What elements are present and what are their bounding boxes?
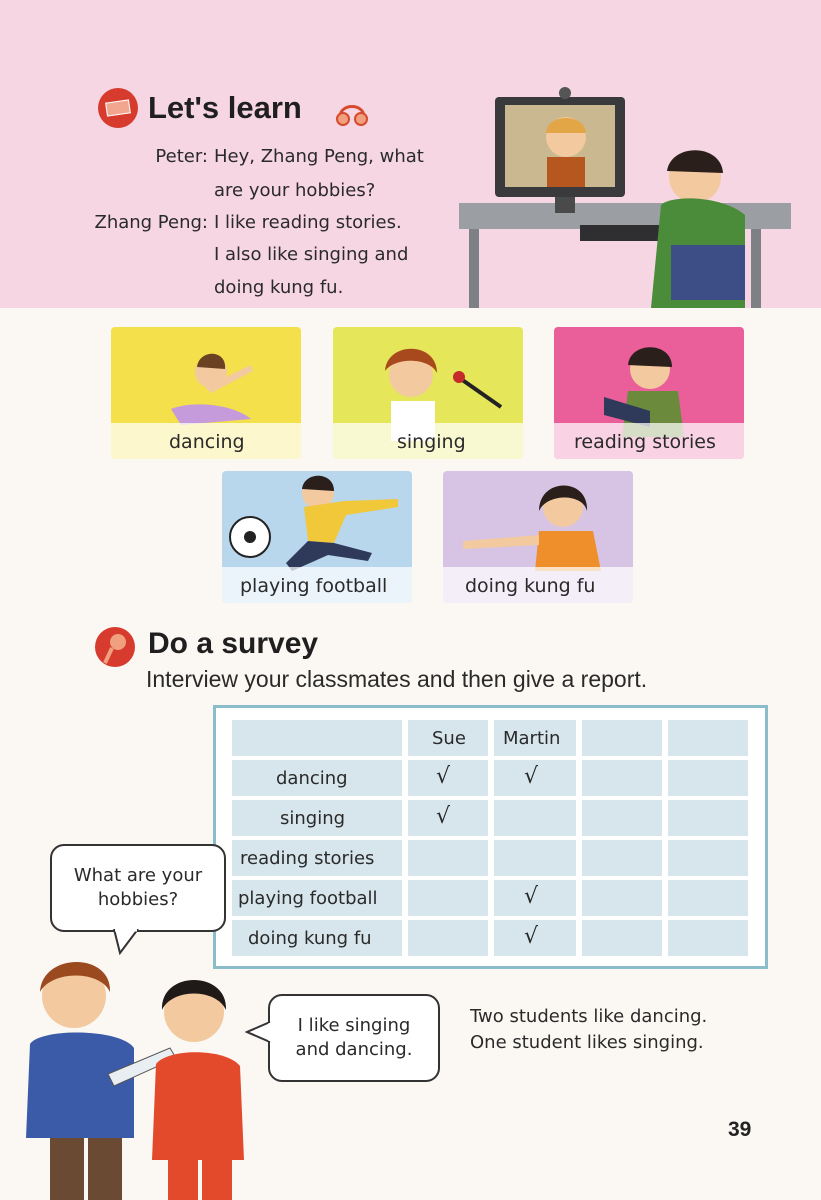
hobby-label: dancing xyxy=(169,431,245,453)
table-cell[interactable] xyxy=(494,800,576,836)
hobby-label: doing kung fu xyxy=(465,575,596,597)
table-row-label xyxy=(232,800,402,836)
bubble-line: I like singing xyxy=(297,1015,411,1036)
hobby-label: playing football xyxy=(240,575,388,597)
hobby-card-singing xyxy=(333,327,523,459)
lets-learn-title: Let's learn xyxy=(148,90,302,125)
table-header-cell[interactable] xyxy=(668,720,748,756)
survey-instruction: Interview your classmates and then give a report. xyxy=(146,666,648,692)
row-label: reading stories xyxy=(240,848,375,869)
words-card-icon xyxy=(98,88,138,128)
headphones-icon[interactable] xyxy=(334,95,370,129)
speaker-peter: Peter: xyxy=(155,146,208,167)
report-line: Two students like dancing. xyxy=(470,1006,708,1027)
table-row-label xyxy=(232,840,402,876)
hobby-card-playing-football xyxy=(222,471,412,603)
table-cell[interactable] xyxy=(668,920,748,956)
table-cell[interactable] xyxy=(408,840,488,876)
survey-report xyxy=(470,1004,707,1056)
row-label: singing xyxy=(280,808,346,829)
hobby-card-reading-stories xyxy=(554,327,744,459)
hobby-label: reading stories xyxy=(574,431,716,453)
hobby-label: singing xyxy=(397,431,466,453)
table-cell[interactable] xyxy=(408,920,488,956)
row-label: doing kung fu xyxy=(248,928,372,949)
table-cell[interactable] xyxy=(582,800,662,836)
page-number: 39 xyxy=(728,1118,752,1141)
check-mark: √ xyxy=(524,884,539,909)
table-cell[interactable] xyxy=(494,920,576,956)
table-cell[interactable] xyxy=(408,760,488,796)
check-mark: √ xyxy=(436,804,451,829)
table-cell[interactable] xyxy=(408,800,488,836)
question-speech-bubble xyxy=(50,844,226,932)
answer-speech-bubble xyxy=(268,994,440,1082)
table-cell[interactable] xyxy=(408,880,488,916)
table-cell[interactable] xyxy=(668,840,748,876)
table-cell[interactable] xyxy=(582,920,662,956)
dialogue-line: doing kung fu. xyxy=(214,277,344,298)
survey-table xyxy=(213,705,768,969)
table-cell[interactable] xyxy=(494,880,576,916)
children-illustration xyxy=(20,948,260,1200)
video-call-illustration xyxy=(455,85,795,308)
speaker-zhang-peng: Zhang Peng: xyxy=(94,212,208,233)
bubble-line: What are your xyxy=(73,865,203,886)
bubble-line: and dancing. xyxy=(295,1039,413,1060)
table-cell[interactable] xyxy=(668,760,748,796)
table-row-label xyxy=(232,880,402,916)
dialogue-line: I also like singing and xyxy=(214,244,409,265)
hobby-card-dancing xyxy=(111,327,301,459)
table-header-cell[interactable] xyxy=(582,720,662,756)
table-header-cell xyxy=(232,720,402,756)
hobby-card-doing-kung-fu xyxy=(443,471,633,603)
do-a-survey-title: Do a survey xyxy=(148,627,319,660)
column-header: Martin xyxy=(503,728,561,749)
table-cell[interactable] xyxy=(582,880,662,916)
dialogue-line: I like reading stories. xyxy=(214,212,402,233)
check-mark: √ xyxy=(436,764,451,789)
bubble-line: hobbies? xyxy=(97,889,179,910)
row-label: dancing xyxy=(276,768,348,789)
table-cell[interactable] xyxy=(582,840,662,876)
check-mark: √ xyxy=(524,924,539,949)
table-cell[interactable] xyxy=(668,800,748,836)
table-cell[interactable] xyxy=(668,880,748,916)
table-cell[interactable] xyxy=(494,840,576,876)
table-header-cell xyxy=(494,720,576,756)
dialogue-line: Hey, Zhang Peng, what xyxy=(214,146,424,167)
column-header: Sue xyxy=(432,728,466,749)
table-header-cell xyxy=(408,720,488,756)
table-cell[interactable] xyxy=(494,760,576,796)
row-label: playing football xyxy=(238,888,378,909)
microphone-icon xyxy=(95,627,135,667)
dialogue-line: are your hobbies? xyxy=(214,180,376,201)
table-cell[interactable] xyxy=(582,760,662,796)
table-row-label xyxy=(232,760,402,796)
check-mark: √ xyxy=(524,764,539,789)
report-line: One student likes singing. xyxy=(470,1032,704,1053)
